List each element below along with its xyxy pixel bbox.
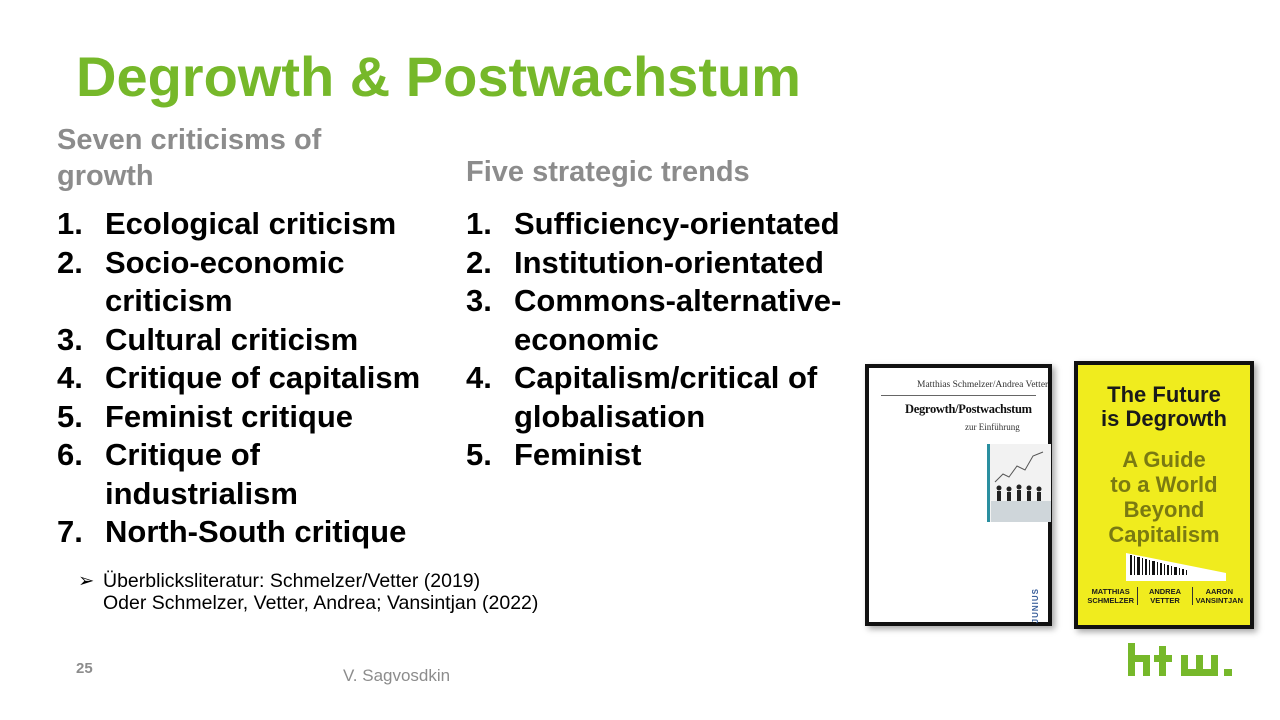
book-subtitle	[1078, 447, 1250, 547]
list-item	[57, 321, 442, 360]
criticisms-heading: Seven criticisms of growth	[57, 124, 322, 192]
item-text: Feminist	[514, 437, 642, 472]
item-text: Sufficiency-orientated	[514, 206, 840, 241]
subtitle-line: A Guide	[1122, 447, 1206, 472]
arrow-bullet-icon: ➢	[78, 570, 95, 592]
list-item	[57, 398, 442, 437]
book-cover-degrowth-postwachstum	[865, 364, 1052, 626]
item-text: North-South critique	[105, 514, 407, 549]
item-text: Ecological criticism	[105, 206, 397, 241]
item-number: 5.	[466, 437, 492, 472]
list-item	[57, 436, 442, 513]
item-text: Institution-orientated	[514, 244, 824, 280]
list-item	[466, 282, 861, 359]
author-name	[1137, 587, 1191, 605]
author-last: VETTER	[1150, 596, 1180, 605]
page-number: 25	[76, 660, 93, 677]
author-name	[1084, 587, 1137, 605]
item-number: 5.	[57, 398, 83, 434]
trends-heading: Five strategic trends	[466, 156, 750, 188]
subtitle-line: to a World	[1110, 472, 1218, 497]
book-authors	[1084, 587, 1246, 605]
book-cover-future-is-degrowth	[1074, 361, 1254, 629]
subtitle-line: Capitalism	[1108, 522, 1220, 547]
bibliography-line: Oder Schmelzer, Vetter, Andrea; Vansintjan (2022)	[103, 592, 539, 614]
item-number: 1.	[57, 206, 83, 241]
list-item	[57, 244, 442, 321]
item-number: 3.	[57, 321, 83, 357]
barcode-icon	[1126, 553, 1226, 581]
slide-title: Degrowth & Postwachstum	[76, 45, 801, 108]
htw-logo-icon	[1128, 643, 1233, 676]
title-line: The Future	[1107, 382, 1221, 407]
list-item	[57, 205, 442, 244]
cover-illustration-icon	[987, 444, 1051, 522]
item-number: 4.	[57, 360, 83, 395]
item-text: Cultural criticism	[105, 321, 359, 357]
list-item	[466, 436, 861, 475]
item-number: 4.	[466, 360, 492, 395]
criticisms-list	[57, 205, 442, 552]
list-item	[466, 244, 861, 283]
divider	[881, 395, 1036, 396]
trends-list	[466, 205, 861, 475]
author-first: MATTHIAS	[1091, 587, 1130, 596]
item-text: Commons-alternative-economic	[514, 283, 842, 357]
item-text: Socio-economic criticism	[105, 244, 345, 318]
book-title	[1078, 383, 1250, 431]
book-subtitle: zur Einführung	[965, 422, 1020, 432]
list-item	[466, 205, 861, 244]
item-text: Critique of industrialism	[105, 437, 298, 511]
list-item	[57, 513, 442, 552]
item-text: Feminist critique	[105, 398, 354, 434]
publisher-label: JUNIUS	[1031, 588, 1040, 624]
title-line: is Degrowth	[1101, 406, 1227, 431]
item-number: 3.	[466, 283, 492, 318]
author-name	[1192, 587, 1246, 605]
footer-author: V. Sagvosdkin	[343, 666, 451, 685]
item-number: 6.	[57, 437, 83, 472]
author-first: AARON	[1205, 587, 1234, 596]
author-last: VANSINTJAN	[1195, 596, 1243, 605]
item-number: 2.	[57, 244, 83, 280]
item-number: 2.	[466, 244, 492, 280]
item-number: 1.	[466, 206, 492, 241]
subtitle-line: Beyond	[1123, 497, 1205, 522]
list-item	[57, 359, 442, 398]
item-number: 7.	[57, 514, 83, 549]
item-text: Critique of capitalism	[105, 360, 421, 395]
item-text: Capitalism/critical of globalisation	[514, 360, 818, 434]
book-title: Degrowth/Postwachstum	[905, 402, 1032, 416]
author-first: ANDREA	[1148, 587, 1182, 596]
bibliography-line: Überblicksliteratur: Schmelzer/Vetter (2019)	[103, 570, 481, 592]
list-item	[466, 359, 861, 436]
bibliography-note	[78, 570, 548, 614]
book-authors: Matthias Schmelzer/Andrea Vetter	[917, 380, 1049, 390]
author-last: SCHMELZER	[1087, 596, 1134, 605]
